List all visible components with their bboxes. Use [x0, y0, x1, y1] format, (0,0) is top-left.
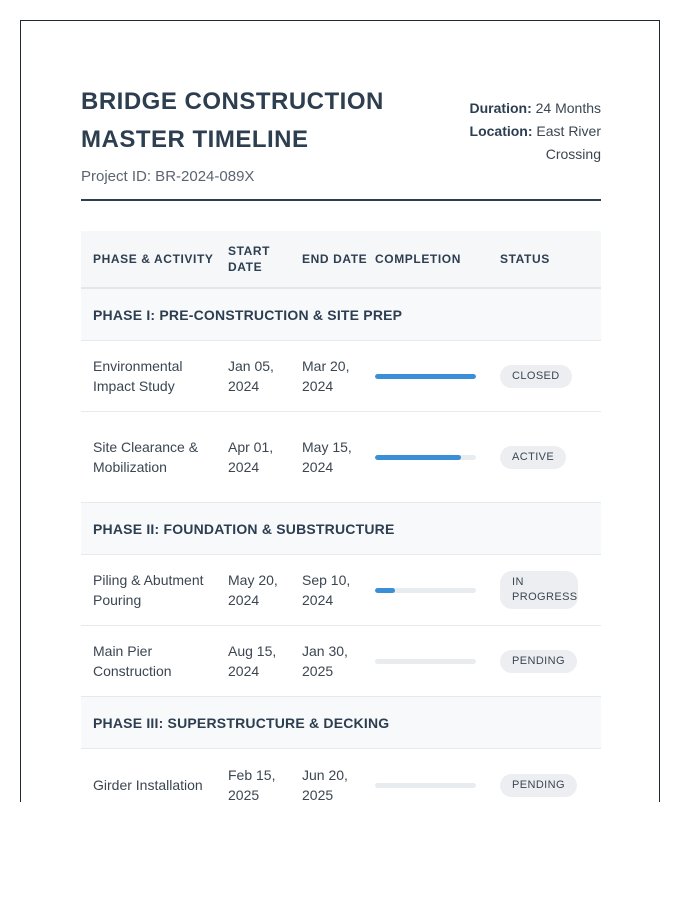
- document-title: BRIDGE CONSTRUCTION MASTER TIMELINE: [81, 88, 384, 153]
- activity-name: Piling & Abutment Pouring: [93, 572, 204, 608]
- phase-row: PHASE II: FOUNDATION & SUBSTRUCTURE: [81, 503, 601, 555]
- duration-value: 24 Months: [535, 100, 601, 116]
- table-row: [81, 626, 601, 697]
- end-date: Mar 20, 2024: [302, 358, 350, 394]
- duration-label: Duration:: [469, 100, 532, 116]
- timeline-table: [81, 231, 601, 802]
- project-id: Project ID: BR-2024-089X: [81, 168, 255, 185]
- project-meta: [441, 97, 601, 166]
- status-badge: IN PROGRESS: [500, 571, 578, 609]
- progress-bar: [375, 455, 476, 460]
- progress-bar: [375, 588, 476, 593]
- header-completion: COMPLETION: [375, 252, 461, 266]
- header-end-date: END DATE: [302, 252, 368, 266]
- header-start-date: START DATE: [228, 244, 271, 274]
- progress-fill: [375, 455, 461, 460]
- activity-name: Site Clearance & Mobilization: [93, 439, 199, 475]
- start-date: Feb 15, 2025: [228, 767, 276, 802]
- status-badge: PENDING: [500, 650, 577, 673]
- location-label: Location:: [469, 123, 533, 139]
- end-date: Jun 20, 2025: [302, 767, 348, 802]
- progress-fill: [375, 374, 476, 379]
- table-header-row: [81, 231, 601, 289]
- phase-row: PHASE I: PRE-CONSTRUCTION & SITE PREP: [81, 289, 601, 341]
- start-date: Jan 05, 2024: [228, 358, 274, 394]
- end-date: Jan 30, 2025: [302, 643, 348, 679]
- status-badge: CLOSED: [500, 365, 572, 388]
- activity-name: Girder Installation: [93, 777, 203, 793]
- activity-name: Main Pier Construction: [93, 643, 172, 679]
- location-value: East River Crossing: [536, 123, 601, 162]
- end-date: Sep 10, 2024: [302, 572, 351, 608]
- table-row: [81, 555, 601, 626]
- status-badge: ACTIVE: [500, 446, 566, 469]
- activity-name: Environmental Impact Study: [93, 358, 183, 394]
- start-date: Apr 01, 2024: [228, 439, 274, 475]
- phase-row: PHASE III: SUPERSTRUCTURE & DECKING: [81, 697, 601, 749]
- progress-fill: [375, 588, 395, 593]
- document-header: [81, 83, 601, 201]
- header-activity: PHASE & ACTIVITY: [93, 252, 214, 266]
- start-date: May 20, 2024: [228, 572, 278, 608]
- progress-bar: [375, 659, 476, 664]
- table-row: [81, 412, 601, 503]
- table-row: [81, 749, 601, 802]
- table-row: [81, 341, 601, 412]
- status-badge: PENDING: [500, 774, 577, 797]
- header-status: STATUS: [500, 252, 550, 266]
- progress-bar: [375, 374, 476, 379]
- document-page: [20, 20, 660, 802]
- end-date: May 15, 2024: [302, 439, 352, 475]
- start-date: Aug 15, 2024: [228, 643, 277, 679]
- progress-bar: [375, 783, 476, 788]
